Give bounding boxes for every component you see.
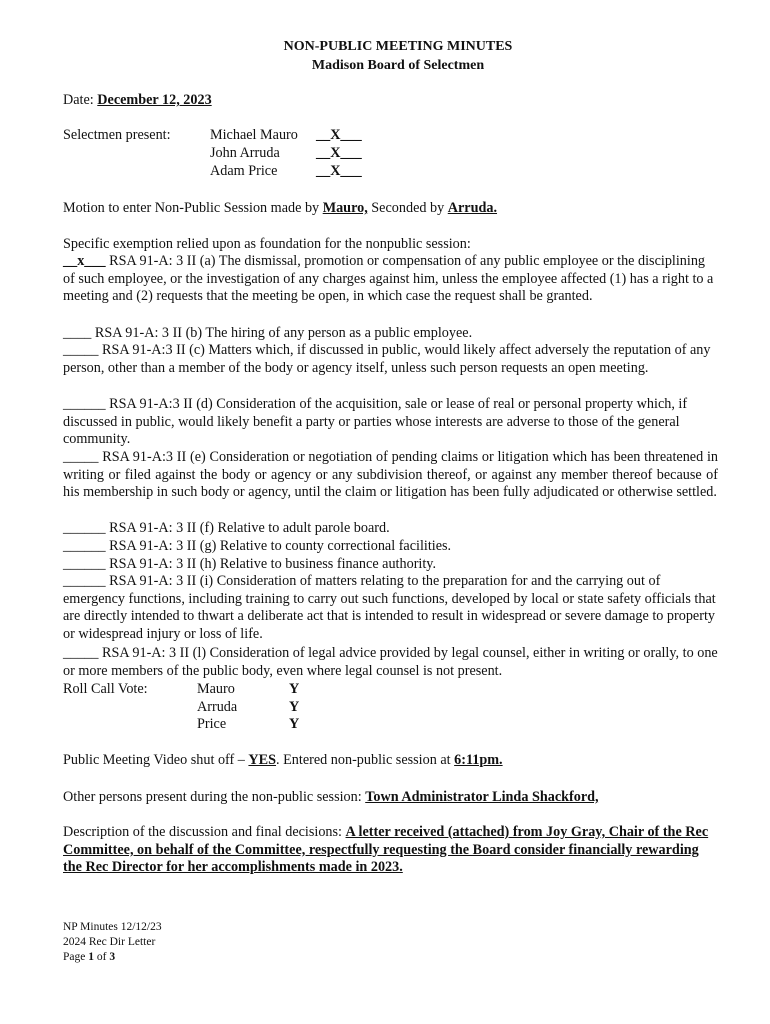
member-name: Adam Price xyxy=(210,163,278,179)
footer-line-2: 2024 Rec Dir Letter xyxy=(63,936,156,948)
roll-call-label: Roll Call Vote: xyxy=(63,681,148,697)
others-value: Town Administrator Linda Shackford, xyxy=(365,789,599,805)
session-time: 6:11pm. xyxy=(454,752,503,768)
exemption-intro: Specific exemption relied upon as foundation for the nonpublic session: xyxy=(63,236,471,252)
others-prefix: Other persons present during the non-public session: xyxy=(63,789,366,805)
page-prefix: Page xyxy=(63,951,89,963)
exemption-l: _____ RSA 91-A: 3 II (l) Consideration of legal advice provided by legal counsel, either in writing or orally, to one or more members of the public body, even where legal counsel is not present. xyxy=(63,645,718,679)
roll-call-name: Arruda xyxy=(197,699,238,715)
exemption-a-text: RSA 91-A: 3 II (a) The dismissal, promotion or compensation of any public employee or the disciplining of such employee, or the investigation of any charges against him, unless the employee affected (1) has a right to a meeting and (2) requests that the meeting be open, in which case the request shall be granted. xyxy=(63,253,714,305)
video-middle: . Entered non-public session at xyxy=(276,752,455,768)
exemption-a xyxy=(63,253,718,306)
page-total: 3 xyxy=(109,951,116,963)
description-prefix: Description of the discussion and final decisions: xyxy=(63,824,346,840)
exemption-b: ____ RSA 91-A: 3 II (b) The hiring of any person as a public employee. xyxy=(63,325,473,341)
exemption-d: ______ RSA 91-A:3 II (d) Consideration of the acquisition, sale or lease of real or personal property which, if discussed in public, would likely benefit a party or parties whose interests are adverse to those of the general community. xyxy=(63,396,688,448)
description xyxy=(63,824,718,877)
exemption-g: ______ RSA 91-A: 3 II (g) Relative to county correctional facilities. xyxy=(63,538,452,554)
member-mark: __X___ xyxy=(316,145,362,161)
meeting-date xyxy=(63,92,212,110)
member-name: Michael Mauro xyxy=(210,127,298,143)
others-present-line xyxy=(63,789,599,807)
member-name: John Arruda xyxy=(210,145,280,161)
motion-prefix: Motion to enter Non-Public Session made by xyxy=(63,200,323,216)
selectmen-present-label: Selectmen present: xyxy=(63,127,171,143)
date-value: December 12, 2023 xyxy=(97,92,212,108)
motion-line xyxy=(63,200,497,218)
motion-middle: Seconded by xyxy=(367,200,448,216)
date-label: Date: xyxy=(63,92,94,108)
member-mark: __X___ xyxy=(316,127,362,143)
exemption-i: ______ RSA 91-A: 3 II (i) Consideration of matters relating to the preparation for and the carrying out of emergency functions, including training to carry out such functions, developed by local or state safety officials that are directly intended to thwart a deliberate act that is intended to result in widespread or severe damage to property or widespread injury or loss of life. xyxy=(63,573,716,642)
member-mark: __X___ xyxy=(316,163,362,179)
roll-call-vote: Y xyxy=(289,681,300,697)
footer-line-1: NP Minutes 12/12/23 xyxy=(63,921,162,933)
exemption-h: ______ RSA 91-A: 3 II (h) Relative to business finance authority. xyxy=(63,556,437,572)
document-subtitle: Madison Board of Selectmen xyxy=(311,58,485,73)
page-mid: of xyxy=(93,951,110,963)
page-current: 1 xyxy=(88,951,94,963)
exemption-f: ______ RSA 91-A: 3 II (f) Relative to adult parole board. xyxy=(63,520,390,536)
motion-mover: Mauro, xyxy=(322,200,368,216)
roll-call-name: Mauro xyxy=(197,681,235,697)
exemption-e: _____ RSA 91-A:3 II (e) Consideration or negotiation of pending claims or litigation which has been threatened in writing or filed against the body or agency or any subdivision thereof, or against any member thereof because of his membership in such body or agency, until the claim or litigation has been fully adjudicated or otherwise settled. xyxy=(63,449,718,501)
document-title: NON-PUBLIC MEETING MINUTES xyxy=(283,39,513,54)
description-value: A letter received (attached) from Joy Gray, Chair of the Rec Committee, on behalf of the Committee, respectfully requesting the Board consider financially rewarding the Rec Director for her accomplishments made in 2023. xyxy=(63,824,709,876)
roll-call-vote: Y xyxy=(289,699,300,715)
motion-seconder: Arruda. xyxy=(447,200,498,216)
exemption-c: _____ RSA 91-A:3 II (c) Matters which, if discussed in public, would likely affect adversely the reputation of any person, other than a member of the body or agency itself, unless such person requests an open meeting. xyxy=(63,342,711,376)
video-prefix: Public Meeting Video shut off – xyxy=(63,752,249,768)
exemption-a-mark: __x___ xyxy=(63,253,106,269)
video-line xyxy=(63,752,503,770)
footer-page-number xyxy=(63,950,115,965)
roll-call-name: Price xyxy=(197,716,227,732)
video-answer: YES xyxy=(248,752,277,768)
roll-call-vote: Y xyxy=(289,716,300,732)
